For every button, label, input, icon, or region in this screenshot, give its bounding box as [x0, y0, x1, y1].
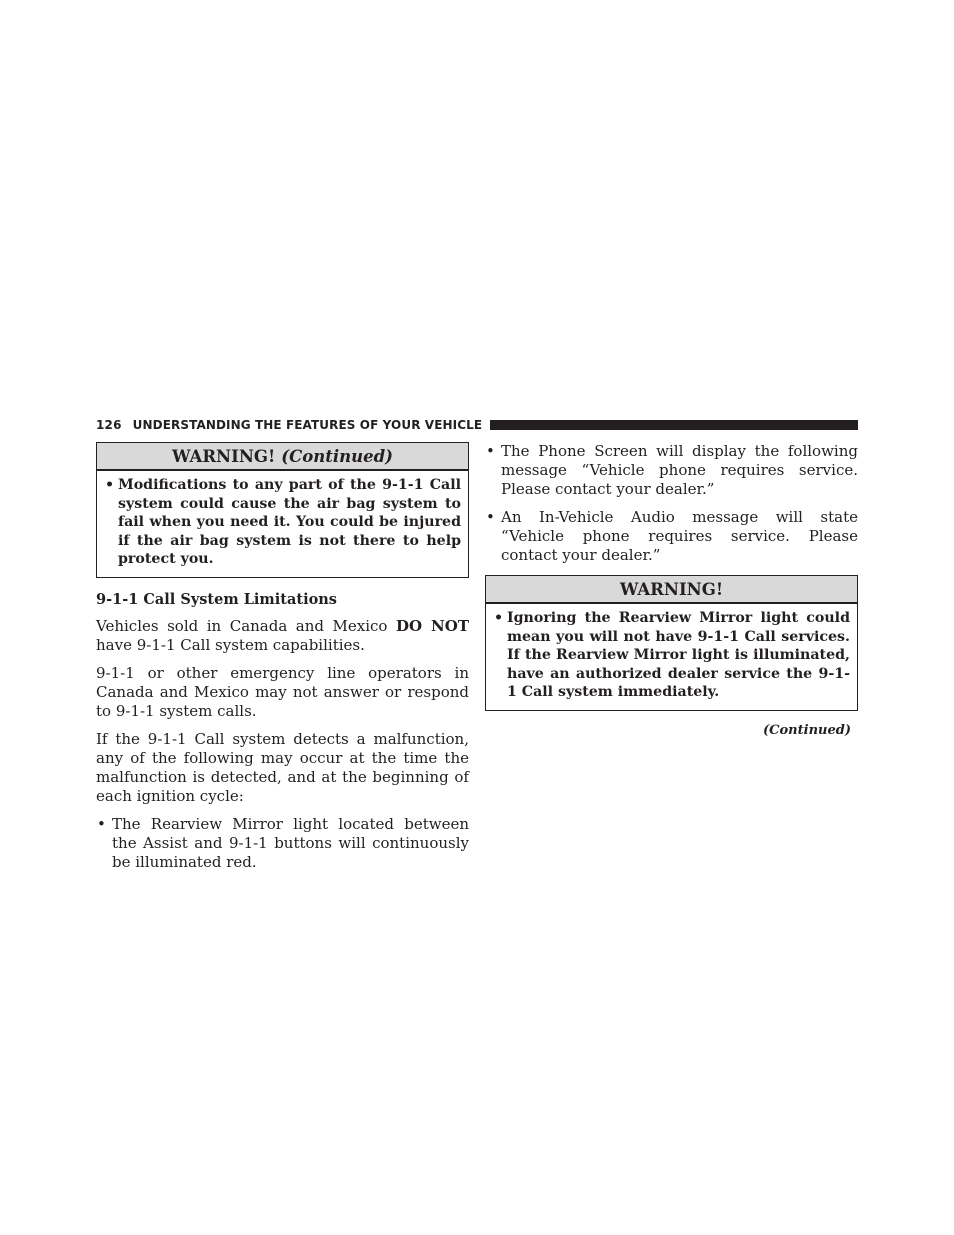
warning-item: [104, 476, 461, 569]
left-column: [96, 442, 469, 882]
warning-continued-body: [97, 471, 468, 577]
paragraph-canada-mexico: [96, 617, 469, 655]
warning-item-text: Modifications to any part of the 9-1-1 Call system could cause the air bag system to fail when you need it. You could be injured if the air bag system is not there to help protect you.: [118, 477, 461, 568]
paragraph-text: Vehicles sold in Canada and Mexico: [96, 616, 396, 635]
list-item: [96, 815, 469, 872]
warning-heading: WARNING!: [486, 576, 857, 604]
warning-continued-suffix: (Continued): [281, 447, 393, 466]
bullet-icon: •: [97, 814, 106, 833]
bullet-icon: •: [105, 477, 115, 493]
continued-label: (Continued): [763, 722, 851, 738]
section-title: UNDERSTANDING THE FEATURES OF YOUR VEHICLE: [132, 418, 483, 432]
malfunction-list-continued: [485, 442, 858, 565]
list-item-text: The Rearview Mirror light located between the Assist and 9-1-1 buttons will continuously be illuminated red.: [112, 814, 469, 871]
paragraph-text: have 9-1-1 Call system capabilities.: [96, 635, 365, 654]
warning-title: WARNING!: [172, 447, 276, 466]
section-subheading: 9-1-1 Call System Limitations: [96, 590, 337, 608]
warning-continued-heading: [97, 443, 468, 471]
list-item-text: The Phone Screen will display the following message “Vehicle phone requires service. Please contact your dealer.”: [501, 442, 858, 498]
bullet-icon: •: [486, 508, 495, 526]
warning-item-text: Ignoring the Rearview Mirror light could mean you will not have 9-1-1 Call services. If the Rearview Mirror light is illuminated, have an authorized dealer service the 9-1-1 Call system immediately.: [507, 610, 850, 701]
bullet-icon: •: [486, 442, 495, 460]
header-rule: [490, 420, 858, 430]
list-item: [485, 508, 858, 565]
list-item: [485, 442, 858, 499]
bullet-icon: •: [494, 610, 504, 626]
page-header: [96, 417, 858, 433]
page-number: 126: [96, 418, 122, 432]
malfunction-list: [96, 815, 469, 872]
paragraph-operators: 9-1-1 or other emergency line operators in Canada and Mexico may not answer or respond to 9-1-1 system calls.: [96, 663, 469, 720]
list-item-text: An In-Vehicle Audio message will state “Vehicle phone requires service. Please contact your dealer.”: [501, 508, 858, 564]
warning-body: [486, 604, 857, 710]
warning-box: [485, 575, 858, 711]
warning-continued-box: [96, 442, 469, 578]
paragraph-emphasis: DO NOT: [395, 616, 469, 635]
right-column: [485, 442, 858, 738]
paragraph-malfunction: If the 9-1-1 Call system detects a malfunction, any of the following may occur at the time the malfunction is detected, and at the beginning of each ignition cycle:: [96, 729, 469, 805]
warning-item: [493, 609, 850, 702]
